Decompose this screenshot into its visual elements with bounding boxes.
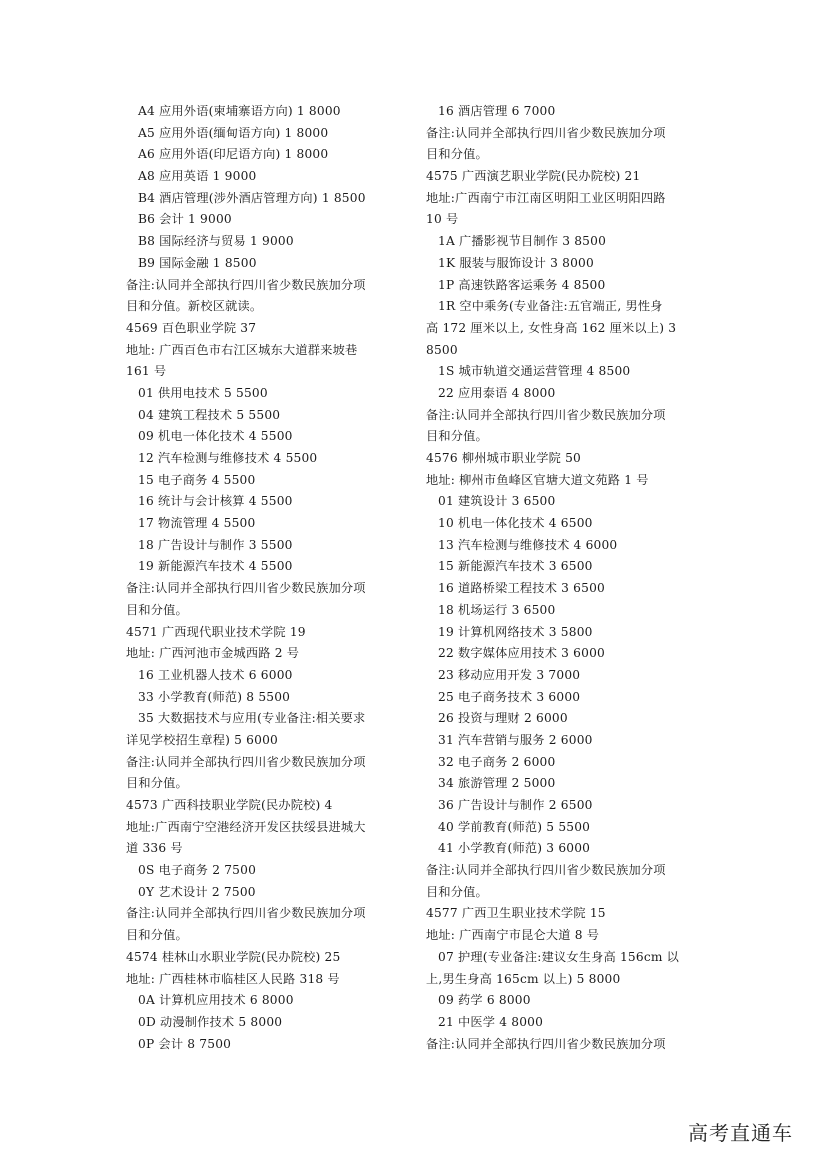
text-line: 22 数字媒体应用技术 3 6000: [438, 646, 606, 661]
text-line: 目和分值。: [426, 429, 488, 444]
text-line: 01 建筑设计 3 6500: [438, 494, 556, 509]
text-line: 19 新能源汽车技术 4 5500: [138, 559, 293, 574]
text-line: 道 336 号: [126, 841, 183, 856]
text-line: 1P 高速铁路客运乘务 4 8500: [438, 277, 606, 292]
text-line: 01 供用电技术 5 5500: [138, 385, 268, 400]
text-line: 0P 会计 8 7500: [138, 1036, 232, 1051]
text-line: B8 国际经济与贸易 1 9000: [138, 234, 294, 249]
text-line: 32 电子商务 2 6000: [438, 754, 556, 769]
text-line: 4575 广西演艺职业学院(民办院校) 21: [426, 169, 641, 184]
text-line: 18 机场运行 3 6500: [438, 602, 556, 617]
watermark-text: 高考直通车: [688, 1121, 793, 1145]
text-line: 16 酒店管理 6 7000: [438, 104, 556, 118]
text-line: 0A 计算机应用技术 6 8000: [138, 993, 294, 1008]
text-line: 4571 广西现代职业技术学院 19: [126, 624, 306, 639]
text-line: A6 应用外语(印尼语方向) 1 8000: [138, 147, 329, 162]
text-line: 详见学校招生章程) 5 6000: [126, 732, 278, 747]
text-line: 33 小学教育(师范) 8 5500: [138, 689, 291, 704]
text-line: 35 大数据技术与应用(专业备注:相关要求: [138, 711, 366, 726]
text-line: 高 172 厘米以上, 女性身高 162 厘米以上) 3: [426, 320, 677, 335]
text-line: 备注:认同并全部执行四川省少数民族加分项: [426, 1036, 666, 1051]
text-line: 目和分值。: [126, 776, 188, 791]
text-line: B9 国际金融 1 8500: [138, 255, 257, 270]
text-line: 1K 服装与服饰设计 3 8000: [438, 255, 594, 270]
text-line: 31 汽车营销与服务 2 6000: [438, 732, 593, 747]
text-line: 目和分值。: [126, 602, 188, 617]
text-line: 15 新能源汽车技术 3 6500: [438, 559, 593, 574]
text-line: 25 电子商务技术 3 6000: [438, 689, 581, 704]
text-line: 26 投资与理财 2 6000: [438, 711, 568, 726]
text-line: 34 旅游管理 2 5000: [438, 776, 556, 791]
text-line: 备注:认同并全部执行四川省少数民族加分项: [126, 277, 366, 292]
text-line: 15 电子商务 4 5500: [138, 472, 256, 487]
text-line: 04 建筑工程技术 5 5500: [138, 407, 281, 422]
text-line: B4 酒店管理(涉外酒店管理方向) 1 8500: [138, 190, 366, 205]
text-line: 4574 桂林山水职业学院(民办院校) 25: [126, 949, 341, 964]
text-line: 18 广告设计与制作 3 5500: [138, 537, 293, 552]
left-column: [126, 101, 406, 1055]
text-line: 10 号: [426, 212, 459, 227]
text-line: A4 应用外语(柬埔寨语方向) 1 8000: [138, 104, 341, 118]
text-line: 22 应用泰语 4 8000: [438, 385, 556, 400]
text-line: 16 工业机器人技术 6 6000: [138, 667, 293, 682]
text-line: 地址:广西南宁市江南区明阳工业区明阳四路: [426, 190, 666, 205]
text-line: 4569 百色职业学院 37: [126, 320, 257, 335]
text-line: 16 统计与会计核算 4 5500: [138, 494, 293, 509]
text-line: 07 护理(专业备注:建议女生身高 156cm 以: [438, 949, 680, 964]
text-line: 地址: 广西桂林市临桂区人民路 318 号: [126, 971, 340, 986]
text-line: 4573 广西科技职业学院(民办院校) 4: [126, 798, 333, 812]
text-line: 10 机电一体化技术 4 6500: [438, 516, 593, 531]
text-line: 地址: 广西南宁市昆仑大道 8 号: [426, 928, 600, 943]
text-line: A8 应用英语 1 9000: [138, 169, 257, 184]
text-line: B6 会计 1 9000: [138, 212, 232, 227]
text-line: 备注:认同并全部执行四川省少数民族加分项: [426, 125, 666, 140]
text-line: 09 机电一体化技术 4 5500: [138, 429, 293, 444]
text-line: 备注:认同并全部执行四川省少数民族加分项: [426, 407, 666, 422]
text-line: 41 小学教育(师范) 3 6000: [438, 841, 591, 856]
text-line: 40 学前教育(师范) 5 5500: [438, 819, 591, 834]
text-line: 13 汽车检测与维修技术 4 6000: [438, 537, 618, 552]
text-line: 目和分值。: [426, 884, 488, 899]
text-line: 17 物流管理 4 5500: [138, 516, 256, 531]
text-line: 4576 柳州城市职业学院 50: [426, 451, 581, 465]
right-column: [426, 101, 706, 1055]
text-line: 地址:广西南宁空港经济开发区扶绥县进城大: [126, 819, 366, 834]
text-line: 36 广告设计与制作 2 6500: [438, 798, 593, 812]
text-line: 目和分值。: [426, 147, 488, 162]
text-line: 地址: 广西河池市金城西路 2 号: [126, 646, 300, 661]
text-line: 目和分值。: [126, 928, 188, 943]
text-line: 09 药学 6 8000: [438, 993, 531, 1008]
text-line: 23 移动应用开发 3 7000: [438, 667, 581, 682]
text-line: 地址: 柳州市鱼峰区官塘大道文苑路 1 号: [426, 472, 649, 487]
text-line: 备注:认同并全部执行四川省少数民族加分项: [426, 863, 666, 878]
text-line: 16 道路桥梁工程技术 3 6500: [438, 581, 606, 596]
text-line: 12 汽车检测与维修技术 4 5500: [138, 451, 318, 465]
text-line: 4577 广西卫生职业技术学院 15: [426, 906, 606, 921]
text-line: 地址: 广西百色市右江区城东大道群来坡巷: [126, 342, 358, 357]
text-line: 1S 城市轨道交通运营管理 4 8500: [438, 364, 631, 379]
text-line: 0S 电子商务 2 7500: [138, 863, 257, 878]
text-line: 1R 空中乘务(专业备注:五官端正, 男性身: [438, 299, 663, 314]
text-line: A5 应用外语(缅甸语方向) 1 8000: [138, 125, 329, 140]
text-line: 备注:认同并全部执行四川省少数民族加分项: [126, 581, 366, 596]
text-line: 21 中医学 4 8000: [438, 1014, 544, 1029]
text-line: 161 号: [126, 364, 167, 379]
text-line: 上,男生身高 165cm 以上) 5 8000: [426, 971, 621, 986]
text-line: 1A 广播影视节目制作 3 8500: [438, 234, 607, 249]
text-line: 19 计算机网络技术 3 5800: [438, 624, 593, 639]
text-line: 备注:认同并全部执行四川省少数民族加分项: [126, 906, 366, 921]
text-line: 0D 动漫制作技术 5 8000: [138, 1014, 283, 1029]
text-line: 0Y 艺术设计 2 7500: [138, 884, 256, 899]
text-line: 目和分值。新校区就读。: [126, 299, 263, 314]
text-line: 8500: [426, 342, 458, 357]
text-line: 备注:认同并全部执行四川省少数民族加分项: [126, 754, 366, 769]
